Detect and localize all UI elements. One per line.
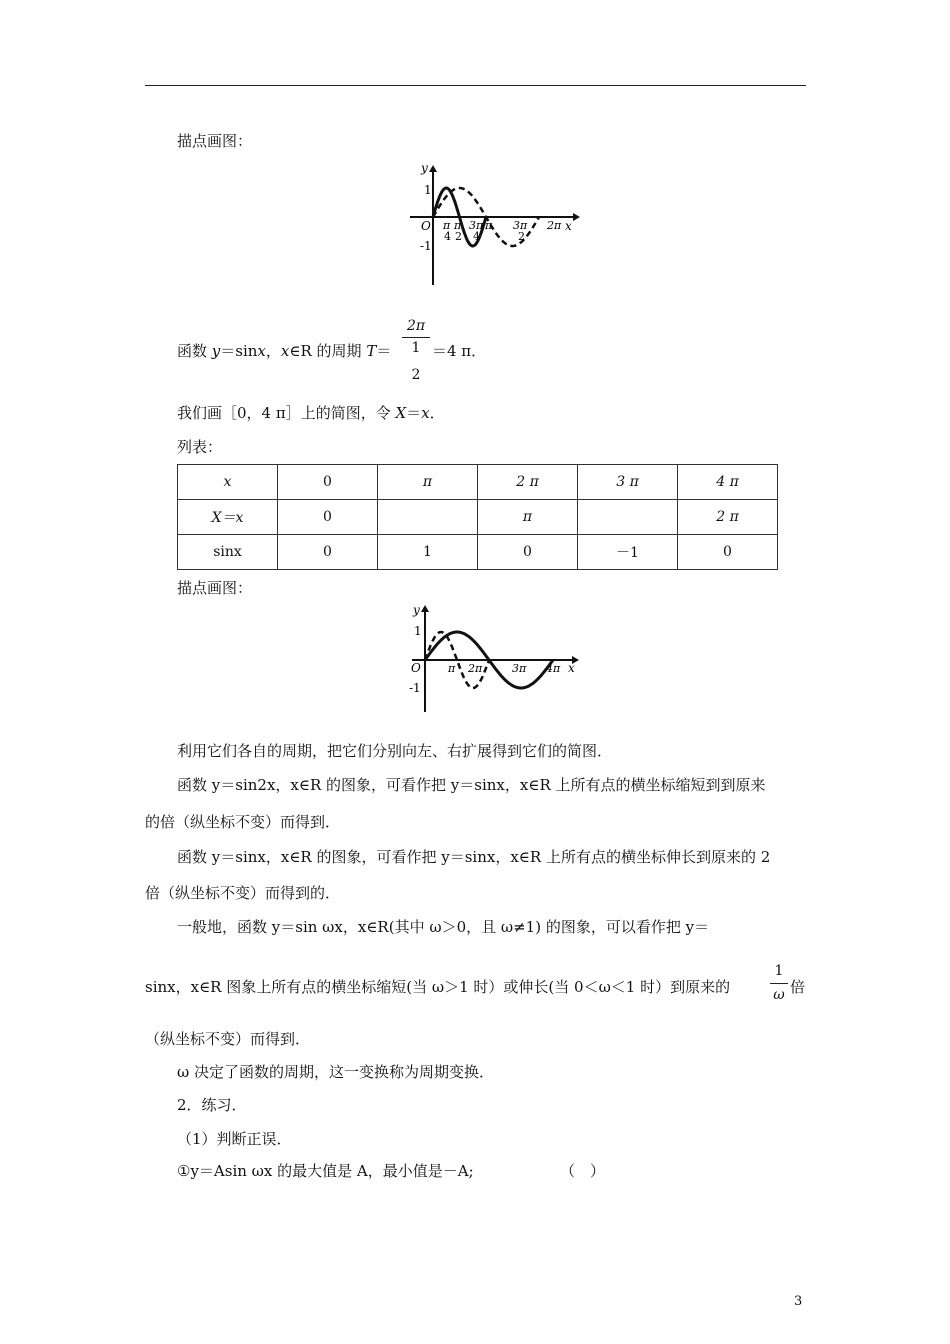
table-cell: x xyxy=(178,465,278,500)
draw-pre: 我们画［0，4 π］上的简图，令 xyxy=(177,404,396,422)
draw-eq: ＝ xyxy=(406,404,422,422)
answer-paren: （ ） xyxy=(560,1162,606,1180)
header-rule xyxy=(145,85,806,86)
graph1-origin: O xyxy=(421,219,431,233)
graph2-y-label: y xyxy=(413,603,420,617)
graph2-tick-4pi: 4π xyxy=(546,662,561,675)
period-x1: x xyxy=(257,342,266,360)
period-x2: x xyxy=(280,342,290,360)
table-cell: 0 xyxy=(278,535,378,570)
graph2-tick-2pi: 2π xyxy=(468,662,483,675)
graph2-x-label: x xyxy=(568,661,575,675)
graph1-y-arrow xyxy=(429,165,437,172)
draw-x: x xyxy=(421,404,430,422)
period-frac-top: 2π xyxy=(406,318,426,334)
table-row xyxy=(178,500,778,535)
paragraph-general-c: （纵坐标不变）而得到． xyxy=(145,1030,311,1048)
table-cell: 2 π xyxy=(478,465,578,500)
graph1-tick-pi4-bottom: 4 xyxy=(444,230,451,243)
period-frac-bottom: 2 xyxy=(411,367,421,383)
graph2-origin: O xyxy=(411,661,421,675)
period-frac-bar xyxy=(402,337,430,338)
table-cell: 0 xyxy=(478,535,578,570)
general-frac-top: 1 xyxy=(774,963,784,979)
table-cell xyxy=(578,500,678,535)
table-cell: π xyxy=(478,500,578,535)
table-cell: 0 xyxy=(278,500,378,535)
period-pre: 函数 xyxy=(177,342,212,360)
graph1-tick-2pi: 2π xyxy=(547,219,562,232)
table-cell: π xyxy=(378,465,478,500)
period-y: y xyxy=(211,342,221,360)
page-number: 3 xyxy=(794,1294,803,1309)
draw-range-line xyxy=(177,402,445,423)
paragraph-extend: 利用它们各自的周期，把它们分别向左、右扩展得到它们的简图． xyxy=(177,742,613,760)
table-row xyxy=(178,465,778,500)
table-label: 列表： xyxy=(177,438,223,456)
graph2-y-neg-one: -1 xyxy=(409,681,421,695)
graph1-tick-pi: π xyxy=(485,219,493,232)
period-line xyxy=(177,340,391,361)
graph1-tick-pi2-top: π xyxy=(454,219,462,232)
exercise-subheading: （1）判断正误． xyxy=(177,1130,292,1148)
plot-instruction-2: 描点画图： xyxy=(177,579,253,597)
paragraph-stretch-b: 倍（纵坐标不变）而得到的． xyxy=(145,884,341,902)
graph1-y-neg-one: -1 xyxy=(420,239,432,253)
graph1-tick-3pi2-top: 3π xyxy=(513,219,528,232)
graph1-tick-3pi4-bottom: 4 xyxy=(473,230,480,243)
graph2-tick-3pi: 3π xyxy=(512,662,527,675)
period-eq-sin: ＝sin xyxy=(220,342,258,360)
value-table xyxy=(177,464,778,570)
graph1-x-arrow xyxy=(573,213,580,221)
table-cell: 0 xyxy=(278,465,378,500)
graph1-y-one: 1 xyxy=(424,183,432,197)
table-cell: 3 π xyxy=(578,465,678,500)
paragraph-compress-a: 函数 y＝sin2x，x∈R 的图象，可看作把 y＝sinx，x∈R 上所有点的横坐标缩短到到原来 xyxy=(177,776,766,794)
period-mid: ， xyxy=(265,342,281,360)
period-frac-mid: 1 xyxy=(411,340,421,356)
paragraph-omega: ω 决定了函数的周期，这一变换称为周期变换． xyxy=(177,1063,495,1081)
draw-X: X xyxy=(395,404,407,422)
draw-end: ． xyxy=(429,404,445,422)
graph2-y-arrow xyxy=(421,605,429,612)
paragraph-compress-b: 的倍（纵坐标不变）而得到． xyxy=(145,813,341,831)
graph1-tick-pi2-bottom: 2 xyxy=(455,230,462,243)
graph1-tick-3pi4-top: 3π xyxy=(469,219,484,232)
period-result: ＝4 π． xyxy=(432,342,487,360)
graph2-y-one: 1 xyxy=(414,624,422,638)
general-frac-bar xyxy=(770,983,788,984)
table-cell: 0 xyxy=(678,535,778,570)
table-cell: X＝x xyxy=(178,500,278,535)
exercise-item-1: ①y＝Asin ωx 的最大值是 A，最小值是－A; xyxy=(177,1162,474,1180)
table-cell xyxy=(378,500,478,535)
graph2-tick-pi: π xyxy=(448,662,456,675)
table-cell: －1 xyxy=(578,535,678,570)
sine-graph-2 xyxy=(400,600,590,715)
paragraph-general-a: 一般地，函数 y＝sin ωx，x∈R(其中 ω＞0，且 ω≠1) 的图象，可以看作把 y＝ xyxy=(177,918,710,936)
graph1-y-label: y xyxy=(421,161,428,175)
period-in-r: ∈R 的周期 xyxy=(289,342,367,360)
table-cell: 1 xyxy=(378,535,478,570)
table-row xyxy=(178,535,778,570)
graph1-tick-3pi2-bottom: 2 xyxy=(518,230,525,243)
exercise-heading: 2．练习． xyxy=(177,1096,247,1114)
table-cell: sinx xyxy=(178,535,278,570)
table-cell: 2 π xyxy=(678,500,778,535)
period-T: T xyxy=(366,342,377,360)
graph1-x-label: x xyxy=(565,219,572,233)
paragraph-stretch-a: 函数 y＝sinx，x∈R 的图象，可看作把 y＝sinx，x∈R 上所有点的横坐标伸长到原来的 2 xyxy=(177,848,771,866)
table-cell: 4 π xyxy=(678,465,778,500)
paragraph-general-b: sinx，x∈R 图象上所有点的横坐标缩短(当 ω＞1 时）或伸长(当 0＜ω＜1 时）到原来的 xyxy=(145,978,731,996)
period-eq: ＝ xyxy=(376,342,392,360)
general-frac-bottom: ω xyxy=(773,987,785,1003)
plot-instruction-1: 描点画图： xyxy=(177,132,253,150)
graph1-tick-pi4-top: π xyxy=(443,219,451,232)
sine-graph-1 xyxy=(395,160,585,290)
general-after-frac: 倍 xyxy=(790,978,806,996)
